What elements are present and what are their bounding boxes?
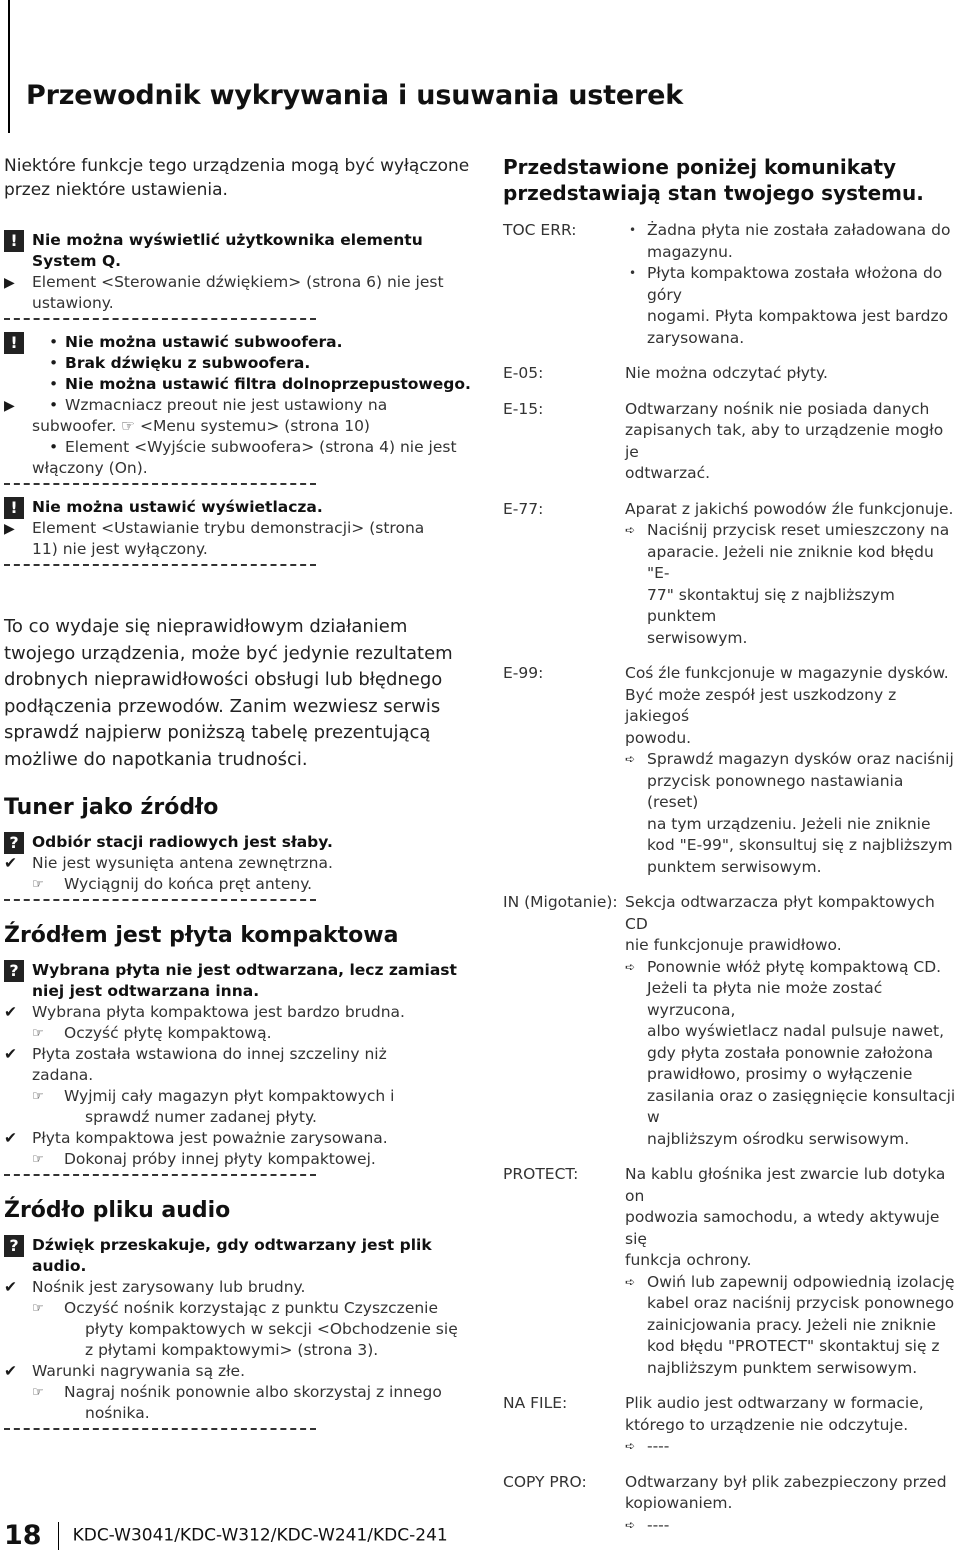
block-line xyxy=(4,374,474,395)
message-line-text: gdy płyta została ponownie założona xyxy=(647,1043,934,1062)
message-code: E-05: xyxy=(503,364,544,382)
block-line xyxy=(4,1107,474,1128)
message-line xyxy=(625,728,958,750)
line-text: subwoofer. ☞ <Menu systemu> (strona 10) xyxy=(32,417,370,435)
message-line xyxy=(625,520,958,542)
block-line xyxy=(4,981,474,1002)
footer-divider xyxy=(58,1522,59,1550)
message-line xyxy=(625,328,958,350)
block-line xyxy=(4,1128,474,1149)
block-line xyxy=(4,1298,474,1319)
troubleshooting-intro-paragraph: To co wydaje się nieprawidłowym działaniem twojego urządzenia, może być jedynie rezultatem drobnych nieprawidłowości obsługi lub błędnego podłączenia przewodów. Zanim wezwiesz serwis sprawdź najpierw poniższą tabelę prezentującą możliwe do napotkania trudności. xyxy=(4,616,453,770)
message-line-text: powodu. xyxy=(625,728,692,747)
warning-icon: ! xyxy=(4,497,32,519)
message-line-text: Ponownie włóż płytę kompaktową CD. xyxy=(647,957,942,976)
line-text: z płytami kompaktowymi> (strona 3). xyxy=(85,1341,379,1359)
message-line-text: Coś źle funkcjonuje w magazynie dysków. xyxy=(625,664,949,682)
message-line-text: nie funkcjonuje prawidłowo. xyxy=(625,936,842,954)
troubleshooting-block xyxy=(4,230,474,320)
block-line xyxy=(4,1256,474,1277)
message-code: E-15: xyxy=(503,399,544,418)
message-line-text: najbliższym punktem serwisowym. xyxy=(647,1358,918,1377)
message-line xyxy=(625,663,958,685)
message-line xyxy=(625,1207,958,1250)
message-line xyxy=(625,1315,958,1337)
page-number: 18 xyxy=(4,1520,42,1551)
block-line xyxy=(4,853,474,874)
line-text: Wzmacniacz preout nie jest ustawiony na xyxy=(65,396,388,414)
message-line xyxy=(625,1436,958,1458)
block-line xyxy=(4,1382,474,1403)
line-text: Wybrana płyta nie jest odtwarzana, lecz zamiast xyxy=(32,961,457,979)
block-line xyxy=(4,497,474,518)
arrow-icon: ➪ xyxy=(625,752,636,766)
message-line-text: Nie można odczytać płyty. xyxy=(625,364,828,382)
line-text: Element <Wyjście subwoofera> (strona 4) nie jest xyxy=(65,438,457,456)
check-icon: ✔ xyxy=(4,854,17,872)
message-line-text: zarysowana. xyxy=(647,328,745,347)
bullet-icon: • xyxy=(49,375,59,393)
message-line xyxy=(625,1515,958,1537)
message-line xyxy=(625,363,958,385)
section-heading: Tuner jako źródło xyxy=(4,795,219,820)
dashed-separator xyxy=(4,318,316,320)
hand-pointer-icon: ☞ xyxy=(32,1026,44,1041)
message-line xyxy=(625,1358,958,1380)
arrow-icon: ➪ xyxy=(625,1439,636,1453)
message-line xyxy=(625,1064,958,1086)
block-line xyxy=(4,293,474,314)
block-line xyxy=(4,1044,474,1065)
line-text: Brak dźwięku z subwoofera. xyxy=(65,354,311,372)
line-text: Warunki nagrywania są złe. xyxy=(32,1362,246,1380)
line-text: Nie można ustawić wyświetlacza. xyxy=(32,498,323,516)
line-text: Odbiór stacji radiowych jest słaby. xyxy=(32,833,333,851)
message-description xyxy=(625,499,958,650)
message-code: COPY PRO: xyxy=(503,1472,587,1491)
message-row xyxy=(503,1472,958,1537)
block-line xyxy=(4,230,474,251)
line-text: Wybrana płyta kompaktowa jest bardzo brudna. xyxy=(32,1003,405,1021)
troubleshooting-block xyxy=(4,1235,474,1430)
message-line xyxy=(625,857,958,879)
message-line-text: Płyta kompaktowa została włożona do góry xyxy=(647,264,943,304)
check-icon: ✔ xyxy=(4,1278,17,1296)
line-text: nośnika. xyxy=(85,1404,150,1422)
message-line-text: Być może zespół jest uszkodzony z jakiegoś xyxy=(625,685,897,725)
message-line xyxy=(625,628,958,650)
line-text: Nie można ustawić subwoofera. xyxy=(65,333,343,351)
line-text: Nagraj nośnik ponownie albo skorzystaj z innego xyxy=(64,1383,442,1401)
block-line xyxy=(4,539,474,560)
line-text: Nie można wyświetlić użytkownika elementu xyxy=(32,231,423,249)
message-line xyxy=(625,771,958,814)
bullet-icon: • xyxy=(629,266,637,280)
message-line-text: Żadna płyta nie została załadowana do xyxy=(647,221,951,239)
block-line xyxy=(4,832,474,853)
intro-text: Niektóre funkcje tego urządzenia mogą być wyłączone przez niektóre ustawienia. xyxy=(4,156,470,200)
model-list: KDC-W3041/KDC-W312/KDC-W241/KDC-241 xyxy=(72,1525,448,1546)
message-description xyxy=(625,892,958,1150)
message-line-text: punktem serwisowym. xyxy=(647,857,822,876)
troubleshooting-block xyxy=(4,960,474,1176)
message-line-text: prawidłowo, prosimy o wyłączenie xyxy=(647,1065,913,1083)
message-description xyxy=(625,220,958,349)
hand-pointer-icon: ☞ xyxy=(32,1152,44,1167)
message-line-text: ---- xyxy=(647,1515,670,1534)
troubleshooting-block xyxy=(4,332,474,485)
check-icon: ✔ xyxy=(4,1362,17,1380)
bullet-icon: • xyxy=(49,396,59,414)
message-code: E-99: xyxy=(503,664,544,682)
message-code: NA FILE: xyxy=(503,1394,568,1412)
message-description xyxy=(625,663,958,878)
message-line-text: Aparat z jakichś powodów źle funkcjonuje. xyxy=(625,499,954,518)
line-text: Nie można ustawić filtra dolnoprzepustowego. xyxy=(65,375,471,393)
message-line xyxy=(625,1250,958,1272)
message-line xyxy=(625,1164,958,1207)
message-description xyxy=(625,1164,958,1379)
line-text: 11) nie jest wyłączony. xyxy=(32,540,208,558)
hand-pointer-icon: ☞ xyxy=(32,1385,44,1400)
message-row xyxy=(503,892,958,1150)
cause-arrow-icon: ▶ xyxy=(4,398,15,414)
message-line-text: odtwarzać. xyxy=(625,464,711,482)
dashed-separator xyxy=(4,1174,316,1176)
question-icon: ? xyxy=(4,960,32,982)
message-line-text: zainicjowania pracy. Jeżeli nie zniknie xyxy=(647,1315,936,1334)
message-line-text: podwozia samochodu, a wtedy aktywuje się xyxy=(625,1208,940,1248)
message-line-text: zapisanych tak, aby to urządzenie mogło je xyxy=(625,421,944,461)
message-line xyxy=(625,1086,958,1129)
message-line xyxy=(625,1472,958,1494)
arrow-icon: ➪ xyxy=(625,959,636,974)
line-text: włączony (On). xyxy=(32,459,148,477)
block-line xyxy=(4,1023,474,1044)
message-line-text: nogami. Płyta kompaktowa jest bardzo xyxy=(647,307,949,325)
line-text: Wyjmij cały magazyn płyt kompaktowych i xyxy=(64,1087,395,1105)
line-text: Dokonaj próby innej płyty kompaktowej. xyxy=(64,1150,376,1168)
check-icon: ✔ xyxy=(4,1045,17,1063)
message-row xyxy=(503,1393,958,1458)
check-icon: ✔ xyxy=(4,1003,17,1021)
message-line xyxy=(625,978,958,1021)
message-line-text: 77" skontaktuj się z najbliższym punktem xyxy=(647,585,895,625)
arrow-icon: ➪ xyxy=(625,1274,636,1289)
message-line-text: magazynu. xyxy=(647,242,733,261)
dashed-separator xyxy=(4,1428,316,1430)
question-icon: ? xyxy=(4,832,32,854)
message-line-text: Plik audio jest odtwarzany w formacie, xyxy=(625,1394,924,1412)
block-line xyxy=(4,1002,474,1023)
message-row xyxy=(503,220,958,349)
message-line-text: kabel oraz naciśnij przycisk ponownego xyxy=(647,1294,955,1312)
line-text: audio. xyxy=(32,1257,87,1275)
dashed-separator xyxy=(4,899,316,901)
message-line xyxy=(625,935,958,957)
message-code: E-77: xyxy=(503,499,544,518)
hand-pointer-icon: ☞ xyxy=(32,1089,44,1104)
hand-pointer-icon: ☞ xyxy=(32,877,44,892)
block-line xyxy=(4,272,474,293)
line-text: Oczyść nośnik korzystając z punktu Czyszczenie xyxy=(64,1299,439,1317)
block-line xyxy=(4,1277,474,1298)
message-line-text: albo wyświetlacz nadal pulsuje nawet, xyxy=(647,1022,945,1040)
message-description xyxy=(625,1472,958,1537)
message-line xyxy=(625,399,958,421)
message-line-text: Sprawdź magazyn dysków oraz naciśnij xyxy=(647,750,954,768)
message-description xyxy=(625,1393,958,1458)
message-row xyxy=(503,363,958,385)
page-title: Przewodnik wykrywania i usuwania usterek xyxy=(26,80,683,111)
bullet-icon: • xyxy=(49,354,59,372)
message-line xyxy=(625,585,958,628)
message-description xyxy=(625,363,958,385)
message-line-text: serwisowym. xyxy=(647,628,748,647)
block-line xyxy=(4,518,474,539)
message-line-text: przycisk ponownego nastawiania (reset) xyxy=(647,771,904,811)
message-row xyxy=(503,399,958,485)
block-line xyxy=(4,395,474,416)
message-line xyxy=(625,685,958,728)
arrow-icon: ➪ xyxy=(625,523,636,537)
message-code: PROTECT: xyxy=(503,1165,579,1183)
message-line-text: zasilania oraz o zasięgnięcie konsultacji w xyxy=(647,1086,956,1126)
message-line xyxy=(625,220,958,242)
settings-blocks xyxy=(4,230,474,566)
block-line xyxy=(4,353,474,374)
message-line-text: ---- xyxy=(647,1437,670,1455)
message-line xyxy=(625,1493,958,1515)
troubleshooting-sections xyxy=(4,795,474,1430)
message-line xyxy=(625,1129,958,1151)
dashed-separator xyxy=(4,483,316,485)
message-line xyxy=(625,306,958,328)
section-heading: Źródło pliku audio xyxy=(4,1198,231,1223)
message-line xyxy=(625,1415,958,1437)
message-line-text: Sekcja odtwarzacza płyt kompaktowych CD xyxy=(625,893,935,933)
message-line xyxy=(625,892,958,935)
page-footer xyxy=(4,1520,448,1551)
bullet-icon: • xyxy=(49,333,59,351)
block-line xyxy=(4,1319,474,1340)
message-description xyxy=(625,399,958,485)
warning-icon: ! xyxy=(4,230,32,252)
troubleshooting-block xyxy=(4,497,474,566)
message-line xyxy=(625,957,958,979)
cause-arrow-icon: ▶ xyxy=(4,275,15,291)
message-line-text: kopiowaniem. xyxy=(625,1494,733,1512)
cause-arrow-icon: ▶ xyxy=(4,521,15,537)
message-line xyxy=(625,499,958,521)
block-line xyxy=(4,251,474,272)
line-text: niej jest odtwarzana inna. xyxy=(32,982,260,1000)
message-line-text: kod błędu "PROTECT" skontaktuj się z xyxy=(647,1337,940,1355)
message-list xyxy=(503,220,958,1536)
message-line xyxy=(625,463,958,485)
line-text: sprawdź numer zadanej płyty. xyxy=(85,1108,317,1126)
message-line-text: na tym urządzeniu. Jeżeli nie zniknie xyxy=(647,814,931,833)
message-line xyxy=(625,749,958,771)
line-text: zadana. xyxy=(32,1066,94,1084)
message-row xyxy=(503,1164,958,1379)
messages-heading: Przedstawione poniżej komunikaty przedstawiają stan twojego systemu. xyxy=(503,155,924,205)
message-line-text: najbliższym ośrodku serwisowym. xyxy=(647,1129,910,1148)
bullet-icon: • xyxy=(49,438,59,456)
line-text: Płyta została wstawiona do innej szczeliny niż xyxy=(32,1045,387,1063)
message-line xyxy=(625,420,958,463)
message-line-text: funkcja ochrony. xyxy=(625,1251,752,1269)
line-text: ustawiony. xyxy=(32,294,114,312)
bullet-icon: • xyxy=(629,223,637,237)
message-line xyxy=(625,1393,958,1415)
message-line xyxy=(625,263,958,306)
line-text: Element <Sterowanie dźwiękiem> (strona 6) nie jest xyxy=(32,273,444,291)
message-row xyxy=(503,663,958,878)
message-line-text: Odtwarzany nośnik nie posiada danych xyxy=(625,399,930,418)
message-line xyxy=(625,1293,958,1315)
section-heading: Źródłem jest płyta kompaktowa xyxy=(4,923,399,948)
message-line-text: kod "E-99", skonsultuj się z najbliższym xyxy=(647,836,953,854)
check-icon: ✔ xyxy=(4,1129,17,1147)
line-text: System Q. xyxy=(32,252,122,270)
line-text: Oczyść płytę kompaktową. xyxy=(64,1024,272,1042)
block-line xyxy=(4,332,474,353)
message-line-text: aparacie. Jeżeli nie zniknie kod błędu "E- xyxy=(647,542,934,582)
message-line xyxy=(625,1021,958,1043)
block-line xyxy=(4,874,474,895)
message-line-text: którego to urządzenie nie odczytuje. xyxy=(625,1415,909,1434)
message-line xyxy=(625,1043,958,1065)
message-line-text: Owiń lub zapewnij odpowiednią izolację xyxy=(647,1272,955,1291)
right-column xyxy=(503,154,958,1536)
block-line xyxy=(4,1340,474,1361)
line-text: płyty kompaktowych w sekcji <Obchodzenie się xyxy=(85,1320,458,1338)
block-line xyxy=(4,437,474,458)
message-line xyxy=(625,814,958,836)
message-line xyxy=(625,1336,958,1358)
hand-pointer-icon: ☞ xyxy=(32,1301,44,1316)
message-row xyxy=(503,499,958,650)
block-line xyxy=(4,416,474,437)
message-code: TOC ERR: xyxy=(503,221,577,239)
dashed-separator xyxy=(4,564,316,566)
message-code: IN (Migotanie): xyxy=(503,893,618,911)
line-text: Nie jest wysunięta antena zewnętrzna. xyxy=(32,854,333,872)
block-line xyxy=(4,1403,474,1424)
message-line-text: Naciśnij przycisk reset umieszczony na xyxy=(647,521,950,539)
message-line xyxy=(625,1272,958,1294)
block-line xyxy=(4,1361,474,1382)
left-column xyxy=(4,154,474,1438)
block-line xyxy=(4,1235,474,1256)
message-line-text: Odtwarzany był plik zabezpieczony przed xyxy=(625,1472,947,1491)
block-line xyxy=(4,1149,474,1170)
troubleshooting-block xyxy=(4,832,474,901)
message-line xyxy=(625,242,958,264)
message-line-text: Jeżeli ta płyta nie może zostać wyrzucona, xyxy=(647,979,883,1019)
page-edge-bar xyxy=(8,0,10,133)
message-line xyxy=(625,542,958,585)
message-line xyxy=(625,835,958,857)
arrow-icon: ➪ xyxy=(625,1517,636,1532)
line-text: Element <Ustawianie trybu demonstracji> (strona xyxy=(32,519,425,537)
block-line xyxy=(4,960,474,981)
message-line-text: Na kablu głośnika jest zwarcie lub dotyka on xyxy=(625,1165,946,1205)
line-text: Wyciągnij do końca pręt anteny. xyxy=(64,875,313,893)
block-line xyxy=(4,1086,474,1107)
block-line xyxy=(4,1065,474,1086)
question-icon: ? xyxy=(4,1235,32,1257)
line-text: Nośnik jest zarysowany lub brudny. xyxy=(32,1278,306,1296)
block-line xyxy=(4,458,474,479)
warning-icon: ! xyxy=(4,332,32,354)
line-text: Płyta kompaktowa jest poważnie zarysowana. xyxy=(32,1129,388,1147)
line-text: Dźwięk przeskakuje, gdy odtwarzany jest plik xyxy=(32,1236,432,1254)
